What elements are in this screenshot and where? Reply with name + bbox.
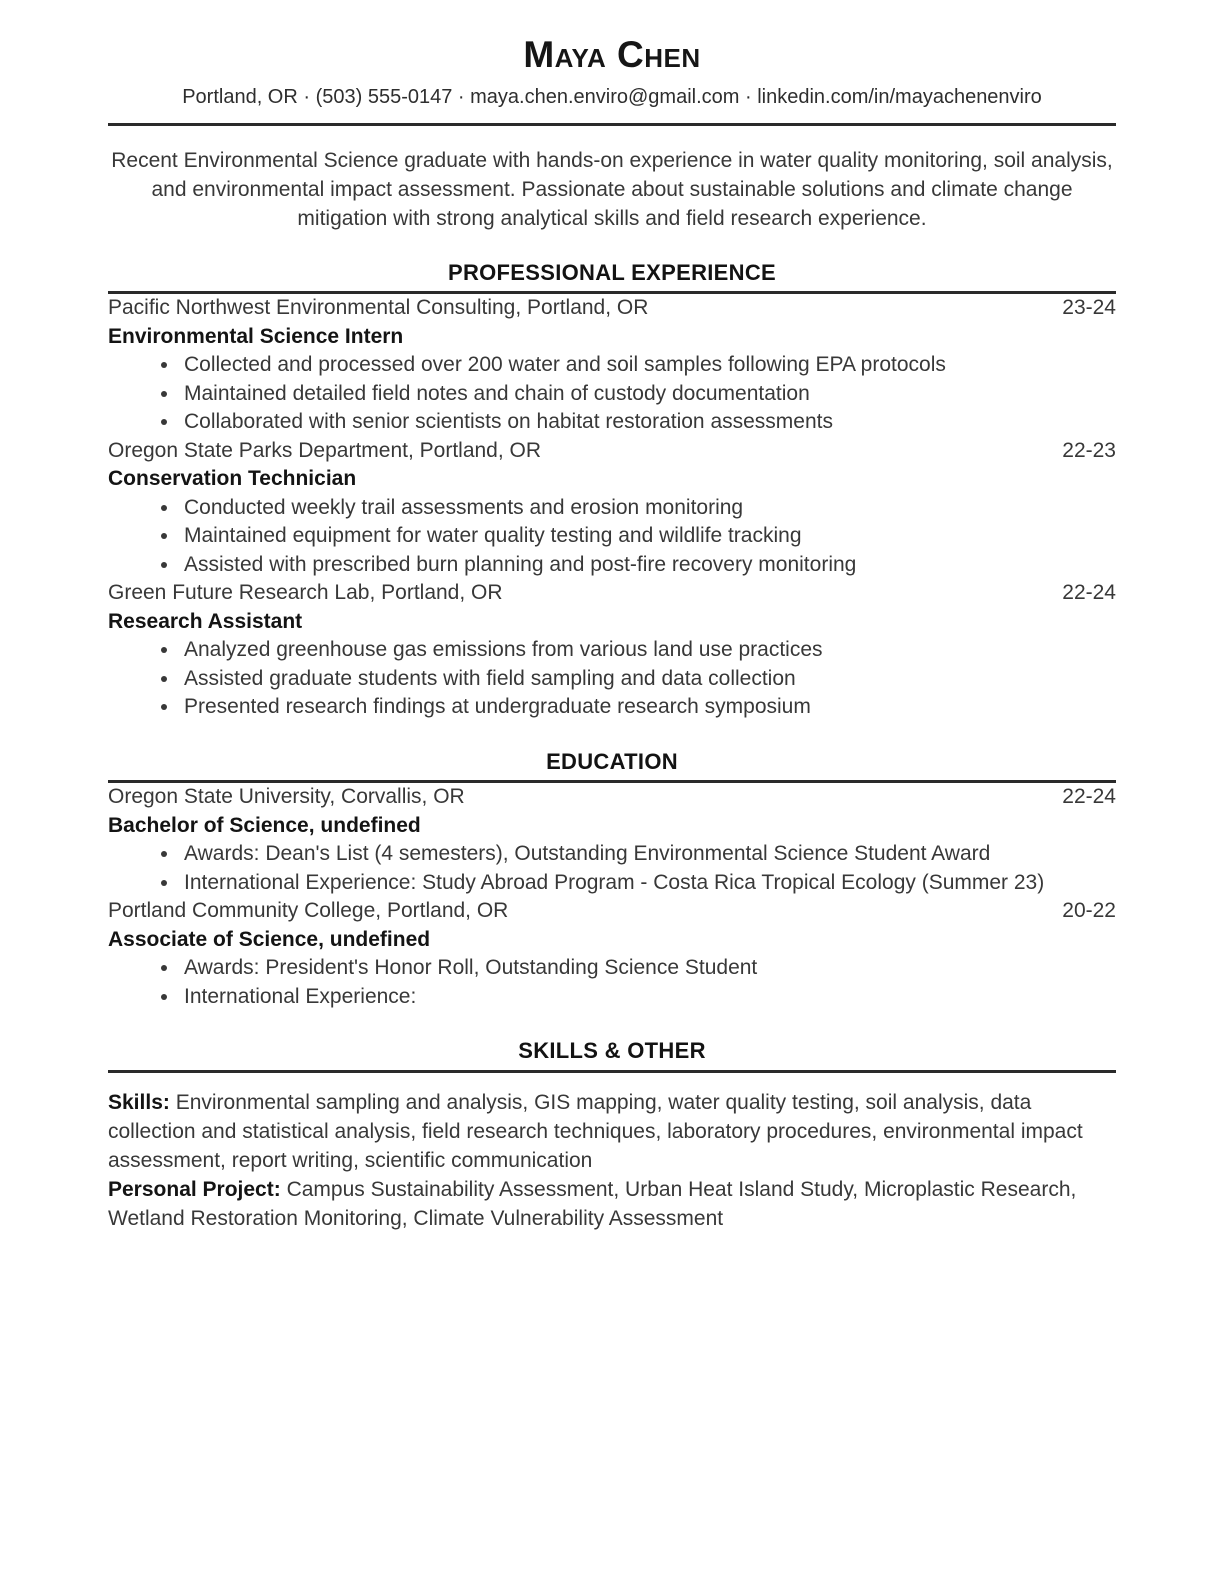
entry-org: Portland Community College, Portland, OR [108,899,509,923]
entry-dates: 20-22 [1062,899,1116,923]
personal-project-label: Personal Project: [108,1177,281,1201]
summary-paragraph: Recent Environmental Science graduate with hands-on experience in water quality monitoring, soil analysis, and environmental impact assessment. Passionate about sustainable solutions and climate change mitigation with strong analytical skills and field research experience. [111,148,1113,230]
skills-line [108,1088,1116,1175]
entry-role: Environmental Science Intern [108,324,404,348]
entry-dates: 22-24 [1062,581,1116,605]
bullet-item: • Awards: President's Honor Roll, Outstanding Science Student [180,954,1116,983]
section-title-skills: SKILLS & OTHER [108,1037,1116,1073]
experience-entry [108,437,1116,580]
section-title-experience: PROFESSIONAL EXPERIENCE [108,259,1116,295]
entry-role: Research Assistant [108,609,303,633]
bullet-item: • Presented research findings at undergraduate research symposium [180,693,1116,722]
entry-dates: 22-23 [1062,438,1116,462]
entry-org: Pacific Northwest Environmental Consulting, Portland, OR [108,296,649,320]
header-divider [108,123,1116,126]
entry-role: Bachelor of Science, undefined [108,813,421,837]
education-entry [108,783,1116,897]
bullet-item: • Analyzed greenhouse gas emissions from various land use practices [180,636,1116,665]
entry-org: Green Future Research Lab, Portland, OR [108,581,503,605]
contact-line: Portland, OR · (503) 555-0147 · maya.chen.enviro@gmail.com · linkedin.com/in/mayachenenviro [182,85,1042,108]
bullet-item: • Collaborated with senior scientists on habitat restoration assessments [180,408,1116,437]
education-entry [108,897,1116,1011]
entry-org: Oregon State Parks Department, Portland, OR [108,438,542,462]
entry-role: Associate of Science, undefined [108,927,431,951]
experience-entry [108,579,1116,722]
personal-project-line [108,1175,1116,1233]
skills-label: Skills: [108,1090,170,1114]
person-name: Maya Chen [523,34,701,75]
bullet-item: • Awards: Dean's List (4 semesters), Outstanding Environmental Science Student Award [180,840,1116,869]
personal-project-text: Campus Sustainability Assessment, Urban Heat Island Study, Microplastic Research, Wetland Restoration Monitoring, Climate Vulnerability Assessment [108,1177,1077,1230]
experience-entry [108,294,1116,437]
bullet-item: • Conducted weekly trail assessments and erosion monitoring [180,494,1116,523]
entry-role: Conservation Technician [108,467,357,491]
bullet-item: • Assisted graduate students with field sampling and data collection [180,665,1116,694]
skills-text: Environmental sampling and analysis, GIS mapping, water quality testing, soil analysis, data collection and statistical analysis, field research techniques, laboratory procedures, environmental impact assessment, report writing, scientific communication [108,1090,1083,1172]
bullet-item: • International Experience: Study Abroad Program - Costa Rica Tropical Ecology (Summer 23) [180,869,1116,898]
bullet-item: • Maintained detailed field notes and chain of custody documentation [180,380,1116,409]
skills-block [108,1088,1116,1233]
bullet-item: • Assisted with prescribed burn planning and post-fire recovery monitoring [180,551,1116,580]
bullet-item: • Maintained equipment for water quality testing and wildlife tracking [180,522,1116,551]
entry-org: Oregon State University, Corvallis, OR [108,785,465,809]
entry-dates: 23-24 [1062,296,1116,320]
entry-dates: 22-24 [1062,785,1116,809]
section-title-education: EDUCATION [108,748,1116,784]
bullet-item: • Collected and processed over 200 water and soil samples following EPA protocols [180,351,1116,380]
bullet-item: • International Experience: [180,983,1116,1012]
